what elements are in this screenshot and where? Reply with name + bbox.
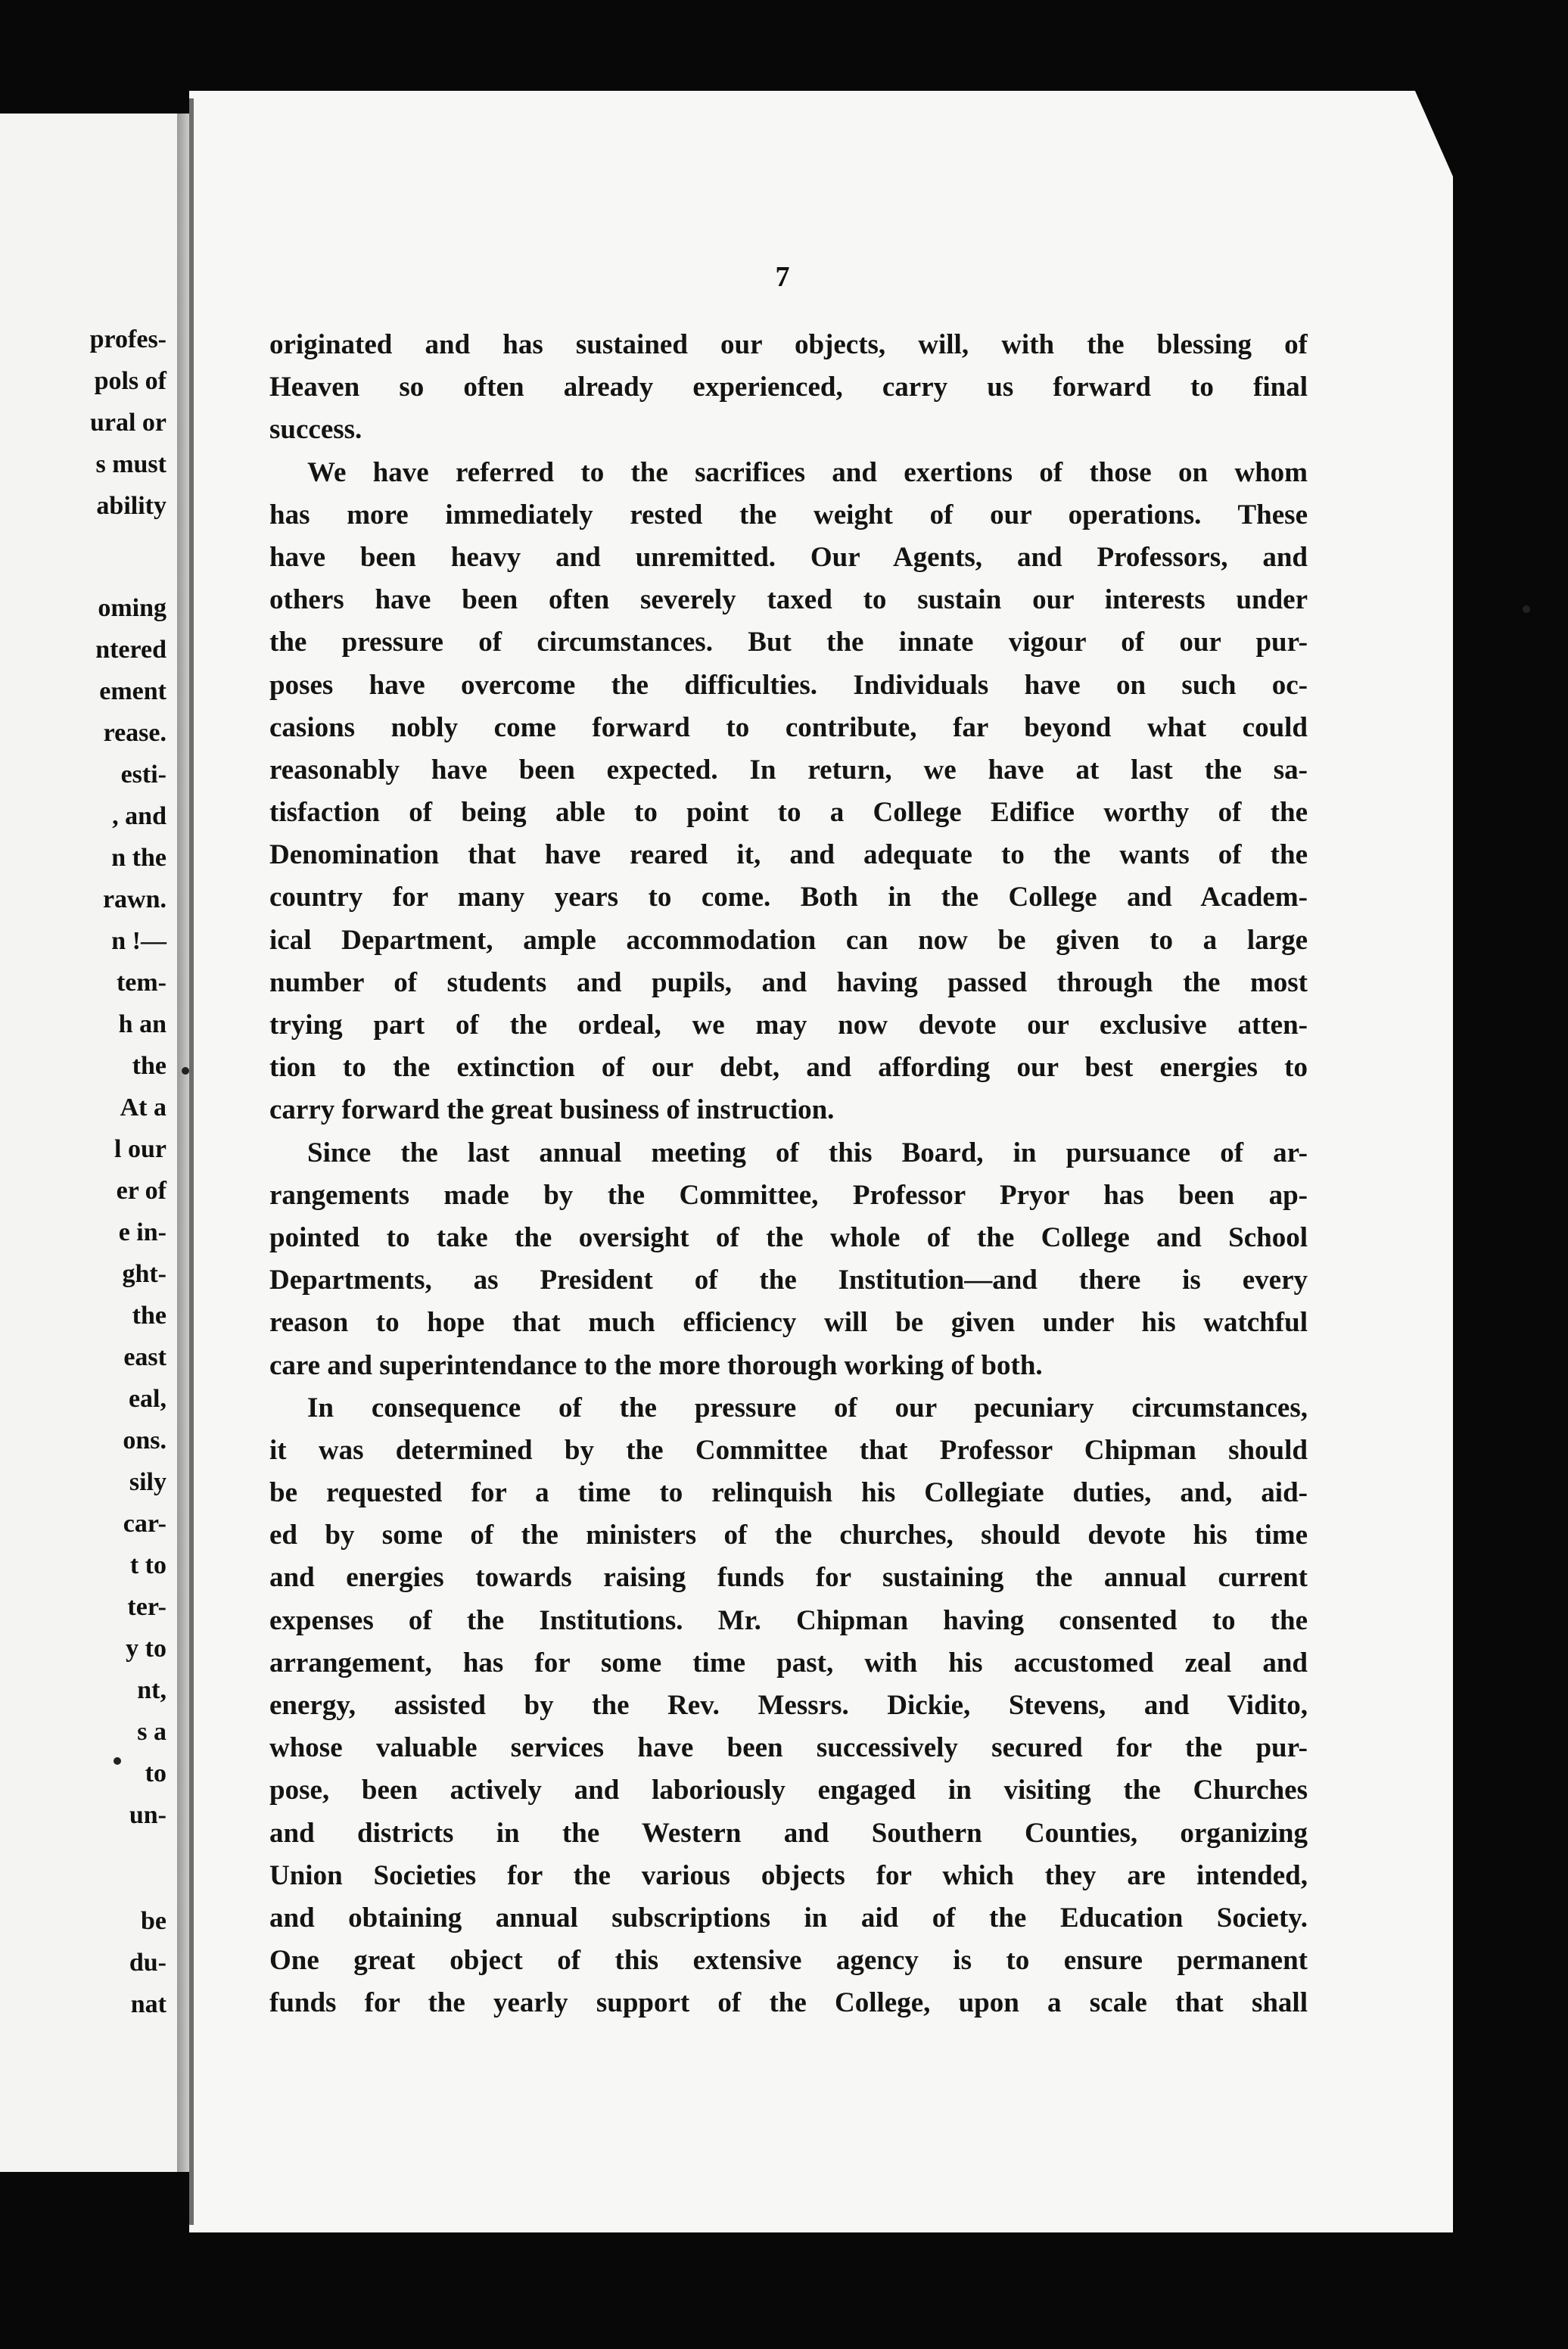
text-line: reason to hope that much efficiency will be given under his watchful xyxy=(269,1307,1308,1339)
left-page-line-fragment: ural or xyxy=(89,409,166,437)
previous-page-fragment xyxy=(0,114,181,2172)
text-line: reasonably have been expected. In return, we have at last the sa- xyxy=(269,754,1308,786)
left-page-line-fragment: eal, xyxy=(128,1385,166,1413)
left-page-line-fragment: ability xyxy=(96,492,166,520)
left-page-line-fragment: , and xyxy=(112,802,166,830)
page-edge-line xyxy=(189,98,194,2225)
text-line: Heaven so often already experienced, carry us forward to final xyxy=(269,372,1308,403)
text-line: has more immediately rested the weight of our operations. These xyxy=(269,499,1308,530)
text-line: care and superintendance to the more thorough working of both. xyxy=(269,1349,1043,1381)
left-page-line-fragment: e in- xyxy=(118,1218,166,1246)
left-page-line-fragment: nt, xyxy=(137,1676,166,1704)
text-line: carry forward the great business of instruction. xyxy=(269,1094,835,1126)
text-line: and energies towards raising funds for sustaining the annual current xyxy=(269,1562,1308,1594)
left-page-line-fragment: rawn. xyxy=(102,885,166,913)
left-page-line-fragment: car- xyxy=(123,1510,166,1538)
left-page-line-fragment: to xyxy=(145,1759,166,1787)
text-line: and obtaining annual subscriptions in aid of the Education Society. xyxy=(269,1902,1308,1934)
text-line: number of students and pupils, and having passed through the most xyxy=(269,966,1308,998)
left-page-line-fragment: n the xyxy=(111,844,166,872)
text-line: rangements made by the Committee, Professor Pryor has been ap- xyxy=(269,1179,1308,1211)
left-page-line-fragment: nat xyxy=(130,1990,166,2018)
text-line: be requested for a time to relinquish his Collegiate duties, and, aid- xyxy=(269,1477,1308,1509)
left-page-line-fragment: sily xyxy=(129,1468,166,1496)
text-line: Union Societies for the various objects for which they are intended, xyxy=(269,1859,1308,1891)
left-page-line-fragment: esti- xyxy=(120,761,166,789)
text-line: ical Department, ample accommodation can now be given to a large xyxy=(269,924,1308,956)
text-line: trying part of the ordeal, we may now devote our exclusive atten- xyxy=(269,1010,1308,1041)
text-line: country for many years to come. Both in the College and Academ- xyxy=(269,882,1308,913)
text-line: ed by some of the ministers of the churches, should devote his time xyxy=(269,1520,1308,1551)
left-page-line-fragment: At a xyxy=(120,1094,166,1122)
left-page-line-fragment: profes- xyxy=(89,325,166,353)
left-page-line-fragment: s must xyxy=(95,450,166,478)
text-line: originated and has sustained our objects, will, with the blessing of xyxy=(269,329,1308,360)
left-page-line-fragment: h an xyxy=(118,1010,166,1038)
left-page-line-fragment: y to xyxy=(126,1635,166,1663)
text-line: expenses of the Institutions. Mr. Chipman having consented to the xyxy=(269,1604,1308,1636)
text-line: have been heavy and unremitted. Our Agents, and Professors, and xyxy=(269,541,1308,573)
text-line: pointed to take the oversight of the whole of the College and School xyxy=(269,1221,1308,1253)
left-page-line-fragment: er of xyxy=(116,1177,166,1205)
text-line: success. xyxy=(269,414,362,446)
left-page-line-fragment: l our xyxy=(114,1135,166,1163)
text-line: One great object of this extensive agency is to ensure permanent xyxy=(269,1945,1308,1977)
left-page-line-fragment: ter- xyxy=(127,1593,166,1621)
page-body-text xyxy=(269,324,1308,2025)
left-page-line-fragment: s a xyxy=(137,1718,166,1746)
text-line: pose, been actively and laboriously engaged in visiting the Churches xyxy=(269,1775,1308,1806)
text-line: poses have overcome the difficulties. Individuals have on such oc- xyxy=(269,669,1308,701)
text-line: tisfaction of being able to point to a College Edifice worthy of the xyxy=(269,797,1308,829)
text-line: In consequence of the pressure of our pecuniary circumstances, xyxy=(307,1392,1308,1423)
left-page-line-fragment: t to xyxy=(129,1551,166,1579)
left-page-line-fragment: un- xyxy=(129,1801,166,1829)
left-page-line-fragment: du- xyxy=(129,1949,166,1977)
text-line: energy, assisted by the Rev. Messrs. Dickie, Stevens, and Vidito, xyxy=(269,1690,1308,1721)
left-page-line-fragment: the xyxy=(132,1302,166,1330)
text-line: others have been often severely taxed to sustain our interests under xyxy=(269,584,1308,616)
text-line: the pressure of circumstances. But the innate vigour of our pur- xyxy=(269,627,1308,658)
text-line: Departments, as President of the Institution—and there is every xyxy=(269,1265,1308,1296)
text-line: funds for the yearly support of the College, upon a scale that shall xyxy=(269,1987,1308,2019)
left-page-line-fragment: rease. xyxy=(103,719,166,747)
left-page-line-fragment: ons. xyxy=(123,1427,166,1455)
left-page-line-fragment: tem- xyxy=(116,969,166,997)
text-line: Denomination that have reared it, and adequate to the wants of the xyxy=(269,839,1308,871)
text-line: We have referred to the sacrifices and exertions of those on whom xyxy=(307,456,1308,488)
left-page-line-fragment: pols of xyxy=(94,367,166,395)
text-line: casions nobly come forward to contribute, far beyond what could xyxy=(269,711,1308,743)
left-page-line-fragment: be xyxy=(141,1907,166,1935)
page-number: 7 xyxy=(775,261,790,293)
left-page-line-fragment: n !— xyxy=(111,927,166,955)
text-line: tion to the extinction of our debt, and affording our best energies to xyxy=(269,1052,1308,1084)
text-line: it was determined by the Committee that Professor Chipman should xyxy=(269,1434,1308,1466)
scan-speck xyxy=(182,1067,189,1075)
left-page-line-fragment: oming xyxy=(98,594,166,622)
text-line: and districts in the Western and Southern Counties, organizing xyxy=(269,1817,1308,1849)
left-page-line-fragment: east xyxy=(123,1343,166,1371)
left-page-line-fragment: ntered xyxy=(95,636,166,664)
left-page-line-fragment: ght- xyxy=(122,1260,166,1288)
text-line: whose valuable services have been successively secured for the pur- xyxy=(269,1732,1308,1764)
text-line: Since the last annual meeting of this Board, in pursuance of ar- xyxy=(307,1137,1308,1168)
left-page-line-fragment: ement xyxy=(99,677,166,705)
text-line: arrangement, has for some time past, with his accustomed zeal and xyxy=(269,1647,1308,1679)
scan-speck xyxy=(114,1757,121,1765)
left-page-line-fragment: the xyxy=(132,1052,166,1080)
scan-speck xyxy=(1523,605,1530,613)
